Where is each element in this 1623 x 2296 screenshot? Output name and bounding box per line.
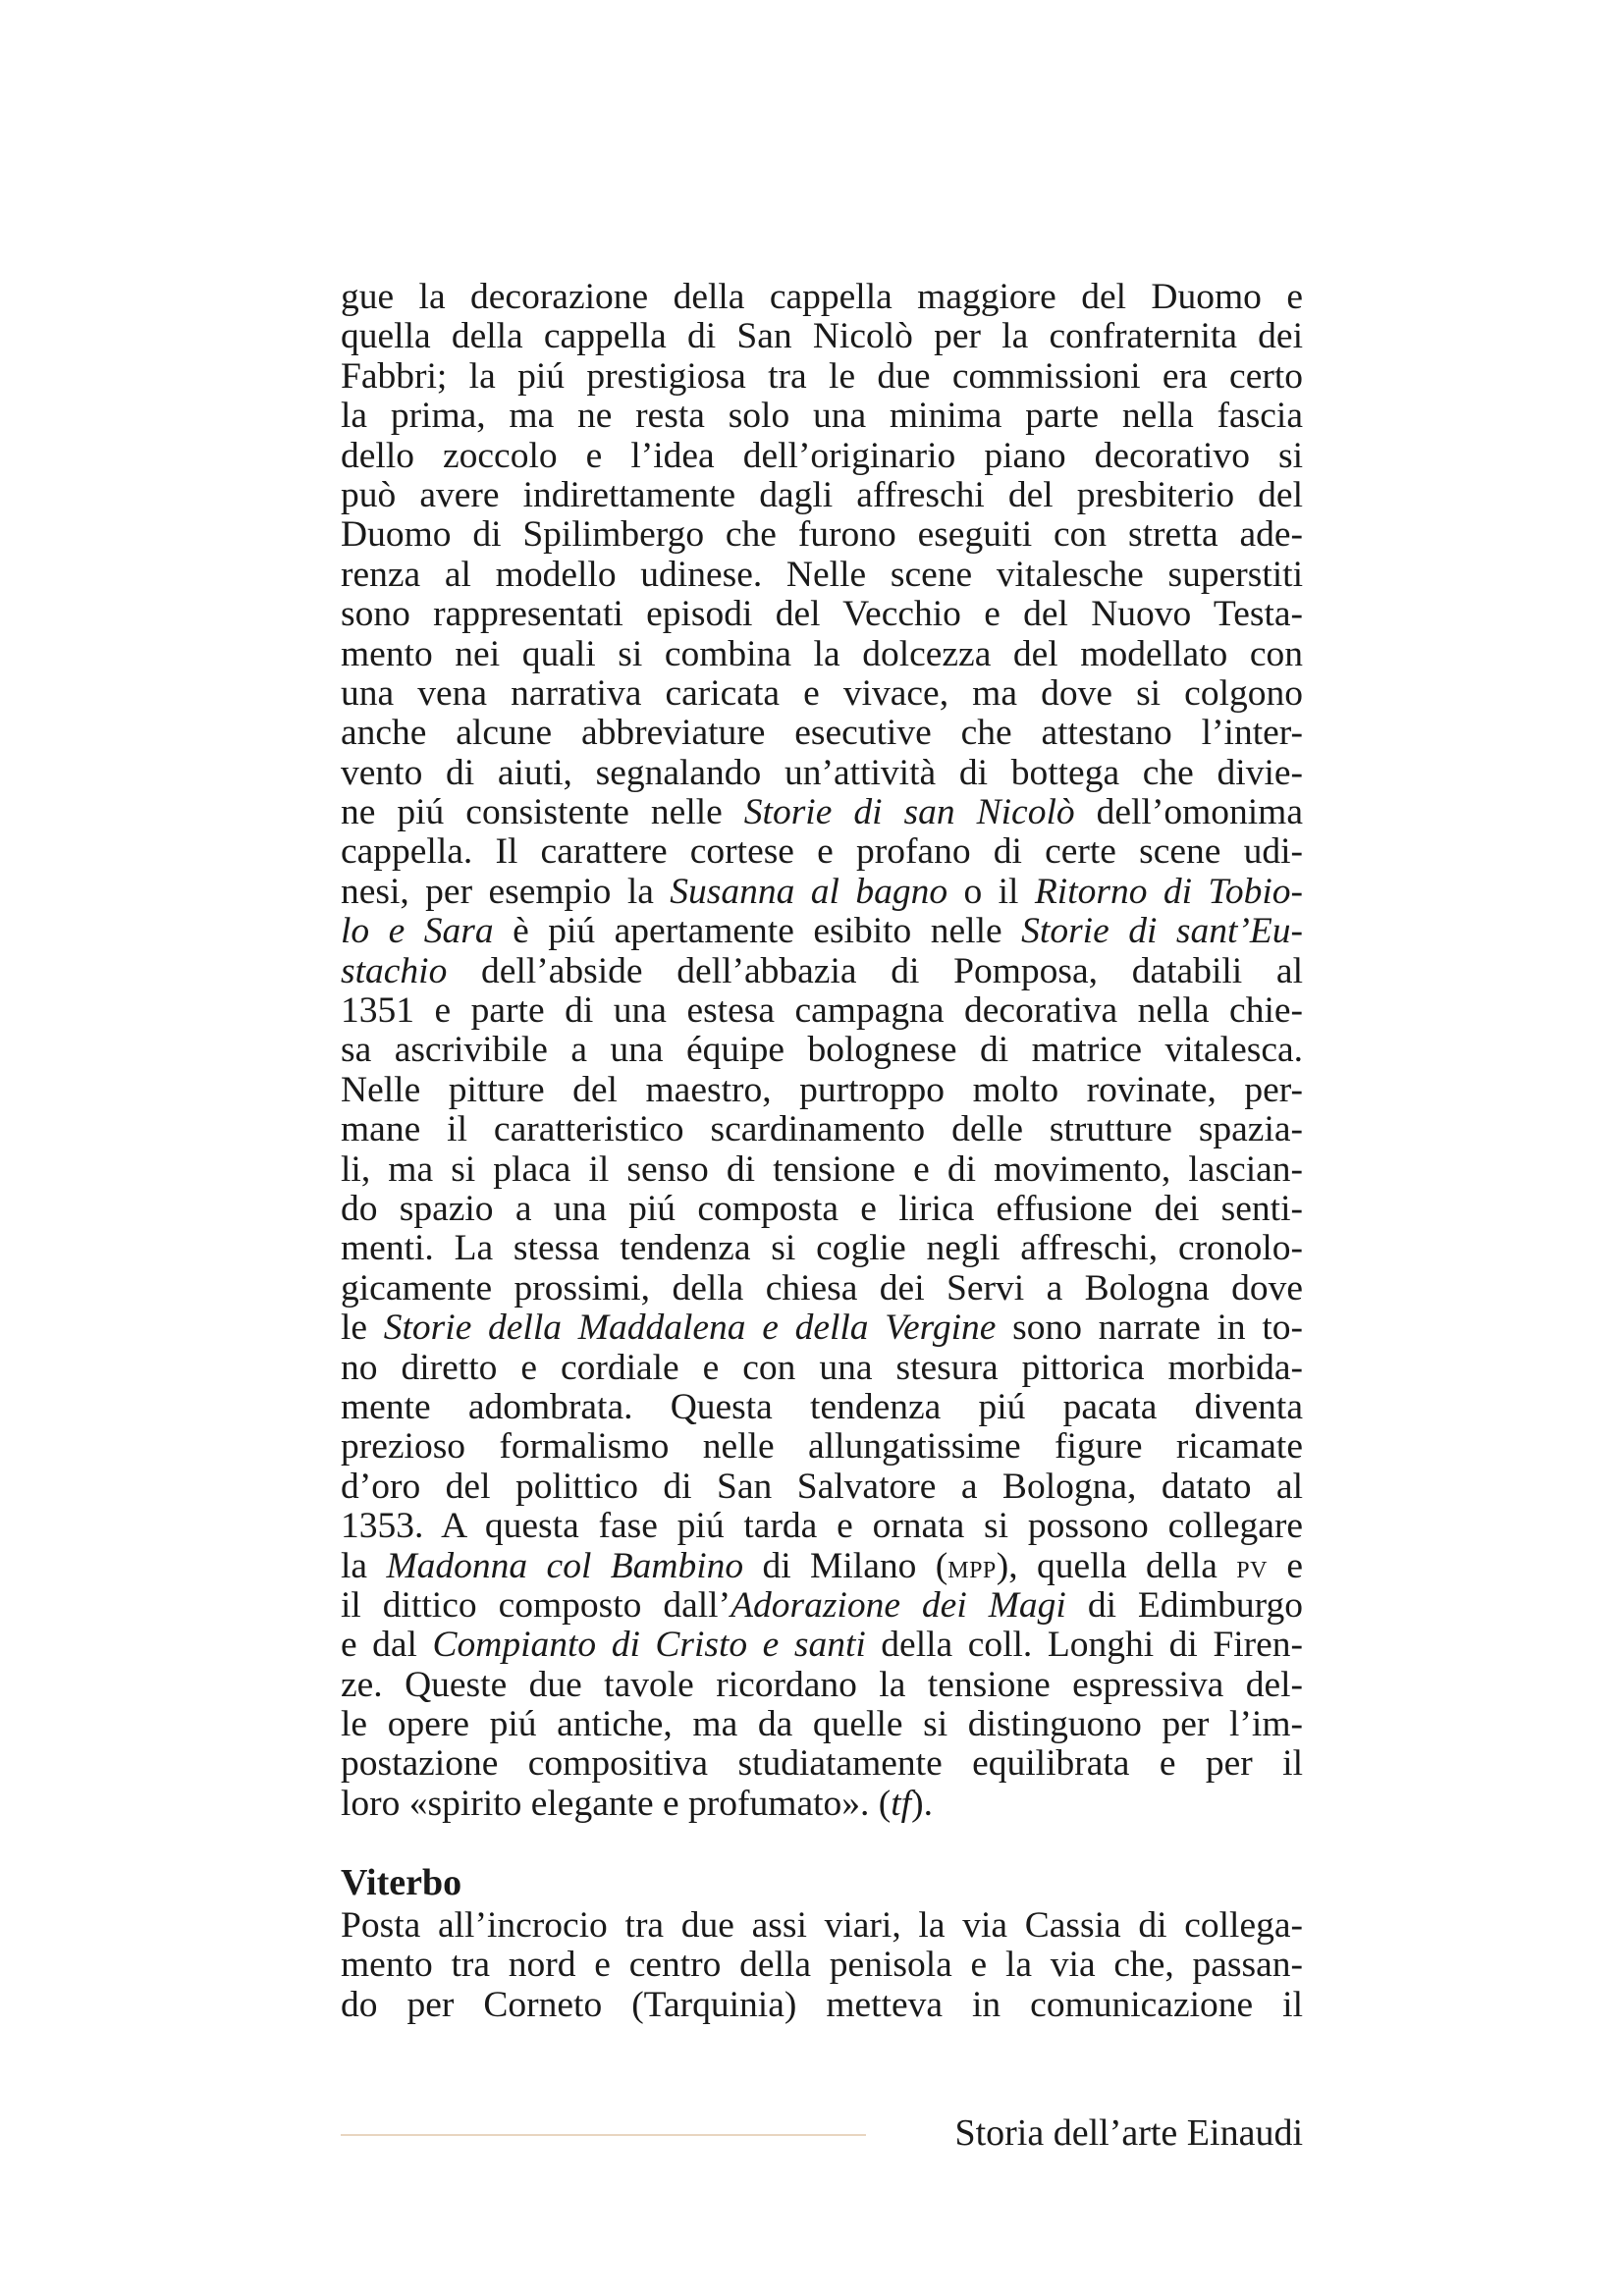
text-segment: e dal (341, 1625, 433, 1666)
text-line: vento di aiuti, segnalando un’attività di bottega che divie- (341, 752, 1303, 793)
text-line: mento nei quali si combina la dolcezza del modellato con (341, 633, 1303, 674)
text-segment: loro «spirito elegante e profumato». ( (341, 1783, 892, 1824)
text-segment: sono narrate in to- (996, 1308, 1303, 1349)
text-line: Fabbri; la piú prestigiosa tra le due commissioni era certo (341, 355, 1303, 397)
section-text-body (341, 1906, 1303, 2025)
text-line: renza al modello udinese. Nelle scene vitalesche superstiti (341, 554, 1303, 595)
italic-title: Susanna al bagno (670, 871, 948, 912)
text-line: cappella. Il carattere cortese e profano di certe scene udi- (341, 831, 1303, 873)
text-segment: ne piú consistente nelle (341, 792, 744, 833)
text-line: postazione compositiva studiatamente equilibrata e per il (341, 1743, 1303, 1785)
text-segment: il dittico composto dall’ (341, 1584, 731, 1626)
text-segment: ), quella della (996, 1545, 1237, 1586)
italic-title: Storie di san Nicolò (743, 792, 1075, 833)
text-line (341, 1785, 1303, 1824)
text-line (341, 793, 1303, 832)
text-segment: la (341, 1545, 387, 1586)
text-line: può avere indirettamente dagli affreschi del presbiterio del (341, 474, 1303, 515)
text-line: una vena narrativa caricata e vivace, ma dove si colgono (341, 672, 1303, 714)
text-line (341, 912, 1303, 951)
italic-title: Madonna col Bambino (386, 1545, 744, 1586)
text-line: 1351 e parte di una estesa campagna decorativa nella chie- (341, 990, 1303, 1032)
text-line: sono rappresentati episodi del Vecchio e del Nuovo Testa- (341, 594, 1303, 635)
text-line: prezioso formalismo nelle allungatissime figure ricamate (341, 1426, 1303, 1468)
text-segment: le (341, 1308, 384, 1349)
abbreviation: pv (1236, 1548, 1268, 1585)
page-footer (341, 2109, 1303, 2158)
text-line: quella della cappella di San Nicolò per la confraternita dei (341, 316, 1303, 357)
text-segment: della coll. Longhi di Firen- (865, 1625, 1303, 1666)
italic-title: Storie della Maddalena e della Vergine (383, 1308, 997, 1349)
text-line: no diretto e cordiale e con una stesura pittorica morbida- (341, 1347, 1303, 1388)
text-line: 1353. A questa fase piú tarda e ornata si possono collegare (341, 1506, 1303, 1547)
footer-rule (341, 2134, 866, 2136)
text-line: mento tra nord e centro della penisola e la via che, passan- (341, 1945, 1303, 1986)
text-line: dello zoccolo e l’idea dell’originario piano decorativo si (341, 435, 1303, 476)
text-line (341, 1586, 1303, 1626)
text-segment: di Milano ( (743, 1545, 948, 1586)
text-segment: dell’abside dell’abbazia di Pomposa, databili al (447, 950, 1303, 991)
text-line: mane il caratteristico scardinamento delle strutture spazia- (341, 1109, 1303, 1150)
text-line (341, 952, 1303, 991)
italic-title: lo e Sara (341, 911, 494, 952)
text-line: d’oro del polittico di San Salvatore a Bologna, datato al (341, 1466, 1303, 1507)
text-line: menti. La stessa tendenza si coglie negli affreschi, cronolo- (341, 1228, 1303, 1269)
italic-title: Storie di sant’Eu- (1021, 911, 1304, 952)
italic-title: Compianto di Cristo e santi (432, 1625, 866, 1666)
text-line (341, 1547, 1303, 1586)
text-line: li, ma si placa il senso di tensione e di movimento, lascian- (341, 1148, 1303, 1190)
text-segment: dell’omonima (1074, 792, 1303, 833)
text-line (341, 1626, 1303, 1665)
text-segment: è piú apertamente esibito nelle (493, 911, 1022, 952)
italic-title: Adorazione dei Magi (730, 1584, 1066, 1626)
italic-title: Ritorno di Tobio- (1034, 871, 1303, 912)
text-line: Posta all’incrocio tra due assi viari, la via Cassia di collega- (341, 1905, 1303, 1946)
text-line: Nelle pitture del maestro, purtroppo molto rovinate, per- (341, 1069, 1303, 1110)
text-line: Duomo di Spilimbergo che furono eseguiti con stretta ade- (341, 514, 1303, 556)
text-line: gue la decorazione della cappella maggiore del Duomo e (341, 277, 1303, 317)
text-segment: di Edimburgo (1065, 1584, 1303, 1626)
text-segment: nesi, per esempio la (341, 871, 671, 912)
text-line: le opere piú antiche, ma da quelle si distinguono per l’im- (341, 1704, 1303, 1745)
section-heading-viterbo: Viterbo (341, 1862, 462, 1903)
text-segment: ). (911, 1783, 933, 1824)
footer-title: Storia dell’arte Einaudi (954, 2112, 1303, 2154)
text-line: ze. Queste due tavole ricordano la tensione espressiva del- (341, 1664, 1303, 1705)
text-line: anche alcune abbreviature esecutive che attestano l’inter- (341, 713, 1303, 754)
text-line: gicamente prossimi, della chiesa dei Servi a Bologna dove (341, 1267, 1303, 1308)
text-line (341, 873, 1303, 912)
abbreviation: mpp (947, 1548, 997, 1585)
main-text-body (341, 278, 1303, 1824)
text-line: sa ascrivibile a una équipe bolognese di matrice vitalesca. (341, 1030, 1303, 1071)
italic-title: stachio (341, 950, 448, 991)
italic-title: tf (891, 1783, 912, 1824)
text-line: do per Corneto (Tarquinia) metteva in comunicazione il (341, 1984, 1303, 2025)
text-line: la prima, ma ne resta solo una minima parte nella fascia (341, 396, 1303, 437)
text-line: do spazio a una piú composta e lirica effusione dei senti- (341, 1188, 1303, 1229)
text-line: mente adombrata. Questa tendenza piú pacata diventa (341, 1386, 1303, 1427)
text-segment: e (1267, 1545, 1303, 1586)
text-segment: o il (947, 871, 1035, 912)
text-line (341, 1308, 1303, 1348)
